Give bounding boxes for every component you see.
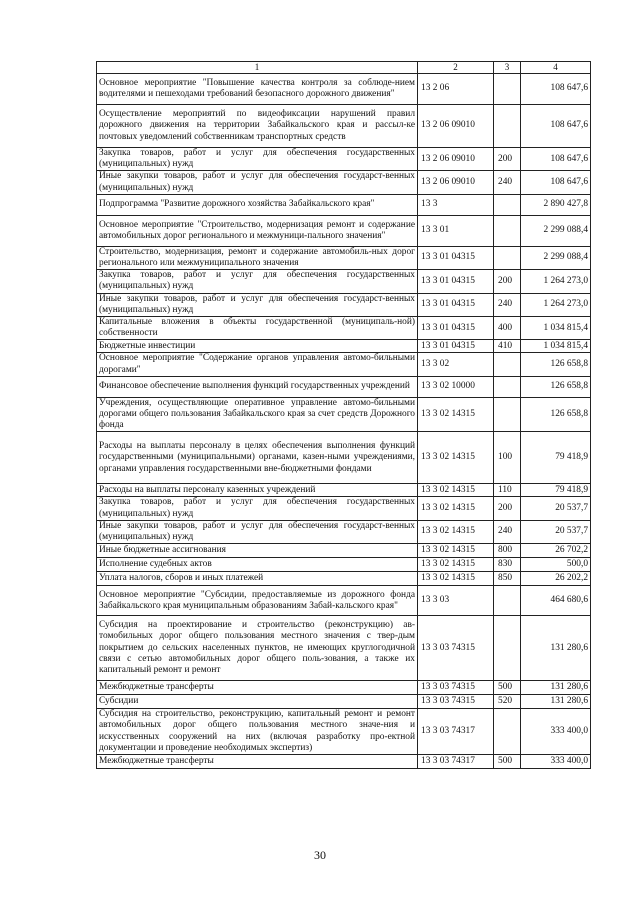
row-expense-type [494,215,521,246]
row-code: 13 3 01 [418,215,494,246]
row-code: 13 2 06 09010 [418,171,494,194]
table-row [97,397,591,432]
row-name: Капитальные вложения в объекты государственной (муниципаль-ной) собственности [97,317,418,340]
row-code: 13 3 01 04315 [418,293,494,316]
row-code: 13 3 02 [418,353,494,376]
row-name: Уплата налогов, сборов и иных платежей [97,572,418,586]
row-expense-type: 520 [494,695,521,709]
row-code: 13 3 03 74317 [418,709,494,755]
table-row [97,616,591,681]
header-col-4: 4 [521,62,591,74]
table-row [97,520,591,543]
row-sum: 108 647,6 [521,148,591,171]
row-name: Межбюджетные трансферты [97,681,418,695]
row-code: 13 3 02 10000 [418,376,494,397]
row-sum: 26 202,2 [521,572,591,586]
table-row [97,194,591,215]
row-name: Основное мероприятие "Строительство, модернизация ремонт и содержание автомобильных дорог регионального и межмуници-пального значения" [97,215,418,246]
row-code: 13 3 01 04315 [418,270,494,293]
row-name: Субсидия на строительство, реконструкцию, капитальный ремонт и ремонт автомобильных дорог общего пользования местного значе-ния и искусственных сооружений на них (включая разработку про-ектной документации и проведение необходимых экспертиз) [97,709,418,755]
header-col-1: 1 [97,62,418,74]
row-name: Закупка товаров, работ и услуг для обеспечения государственных (муниципальных) нужд [97,148,418,171]
header-col-2: 2 [418,62,494,74]
table-row [97,497,591,520]
row-expense-type: 240 [494,520,521,543]
row-expense-type: 240 [494,171,521,194]
row-sum: 333 400,0 [521,755,591,769]
row-sum: 1 264 273,0 [521,293,591,316]
row-expense-type: 110 [494,484,521,497]
row-code: 13 3 02 14315 [418,484,494,497]
row-code: 13 3 03 74315 [418,681,494,695]
row-sum: 108 647,6 [521,171,591,194]
table-row [97,586,591,616]
row-expense-type: 200 [494,270,521,293]
table-row [97,317,591,340]
table-row [97,105,591,148]
row-name: Основное мероприятие "Содержание органов управления автомо-бильными дорогами" [97,353,418,376]
row-code: 13 3 01 04315 [418,340,494,353]
row-name: Субсидия на проектирование и строительство (реконструкцию) ав-томобильных дорог общего пользования местного значения с твер-дым покрытием до сельских населенных пунктов, не имеющих круглогодичной связи с сетью автомобильных дорог общего поль-зования, а также их капитальный ремонт и ремонт [97,616,418,681]
header-col-3: 3 [494,62,521,74]
table-row [97,572,591,586]
row-name: Иные закупки товаров, работ и услуг для обеспечения государст-венных (муниципальных) нужд [97,171,418,194]
table-row [97,293,591,316]
row-name: Иные закупки товаров, работ и услуг для обеспечения государст-венных (муниципальных) нужд [97,520,418,543]
row-name: Строительство, модернизация, ремонт и содержание автомобиль-ных дорог регионального или межмуниципального значения [97,246,418,269]
page-number: 30 [314,848,326,862]
row-expense-type: 200 [494,497,521,520]
row-expense-type [494,74,521,105]
row-name: Учреждения, осуществляющие оперативное управление автомо-бильными дорогами общего пользования Забайкальского края за счет средств Дорожного фонда [97,397,418,432]
row-code: 13 3 02 14315 [418,572,494,586]
row-expense-type [494,397,521,432]
row-name: Осуществление мероприятий по видеофиксации нарушений правил дорожного движения на территории Забайкальского края и рассыл-ке почтовых уведомлений собственникам транспортных средств [97,105,418,148]
table-row [97,246,591,269]
table-row [97,558,591,572]
row-sum: 2 299 088,4 [521,215,591,246]
row-code: 13 3 03 [418,586,494,616]
row-sum: 108 647,6 [521,74,591,105]
row-expense-type: 500 [494,681,521,695]
row-sum: 126 658,8 [521,353,591,376]
row-sum: 131 280,6 [521,681,591,695]
table-row [97,544,591,558]
table-row [97,353,591,376]
table-row [97,709,591,755]
row-code: 13 2 06 09010 [418,148,494,171]
row-name: Расходы на выплаты персоналу в целях обеспечения выполнения функций государственными (муниципальными) органами, казен-ными учреждениями, органами управления государственными вне-бюджетными фондами [97,432,418,484]
row-sum: 1 264 273,0 [521,270,591,293]
row-expense-type [494,194,521,215]
budget-table [96,61,591,769]
row-name: Закупка товаров, работ и услуг для обеспечения государственных (муниципальных) нужд [97,270,418,293]
row-name: Финансовое обеспечение выполнения функций государственных учреждений [97,376,418,397]
row-expense-type: 830 [494,558,521,572]
row-code: 13 3 03 74315 [418,695,494,709]
row-expense-type [494,353,521,376]
row-code: 13 3 [418,194,494,215]
table-header-row [97,62,591,74]
row-sum: 2 890 427,8 [521,194,591,215]
table-row [97,755,591,769]
row-name: Исполнение судебных актов [97,558,418,572]
row-sum: 1 034 815,4 [521,317,591,340]
row-code: 13 3 02 14315 [418,397,494,432]
row-expense-type [494,616,521,681]
row-name: Подпрограмма "Развитие дорожного хозяйства Забайкальского края" [97,194,418,215]
row-name: Субсидии [97,695,418,709]
table-row [97,484,591,497]
row-sum: 126 658,8 [521,376,591,397]
row-sum: 26 702,2 [521,544,591,558]
row-sum: 1 034 815,4 [521,340,591,353]
row-expense-type: 850 [494,572,521,586]
table-row [97,340,591,353]
row-code: 13 2 06 09010 [418,105,494,148]
row-name: Основное мероприятие "Субсидии, предоставляемые из дорожного фонда Забайкальского края муниципальным образованиям Забай-кальского края" [97,586,418,616]
row-expense-type [494,376,521,397]
row-sum: 20 537,7 [521,497,591,520]
row-code: 13 3 03 74317 [418,755,494,769]
row-expense-type [494,246,521,269]
row-code: 13 3 01 04315 [418,246,494,269]
row-code: 13 2 06 [418,74,494,105]
row-sum: 333 400,0 [521,709,591,755]
row-sum: 20 537,7 [521,520,591,543]
row-sum: 2 299 088,4 [521,246,591,269]
row-code: 13 3 02 14315 [418,432,494,484]
row-sum: 500,0 [521,558,591,572]
row-sum: 79 418,9 [521,432,591,484]
row-code: 13 3 03 74315 [418,616,494,681]
table-row [97,681,591,695]
row-code: 13 3 02 14315 [418,544,494,558]
row-code: 13 3 01 04315 [418,317,494,340]
row-expense-type: 800 [494,544,521,558]
row-name: Иные закупки товаров, работ и услуг для обеспечения государст-венных (муниципальных) нужд [97,293,418,316]
row-code: 13 3 02 14315 [418,558,494,572]
table-row [97,74,591,105]
table-row [97,270,591,293]
row-expense-type: 410 [494,340,521,353]
row-sum: 464 680,6 [521,586,591,616]
table-row [97,215,591,246]
row-expense-type: 500 [494,755,521,769]
row-code: 13 3 02 14315 [418,497,494,520]
table-row [97,376,591,397]
row-name: Иные бюджетные ассигнования [97,544,418,558]
table-row [97,171,591,194]
row-expense-type [494,709,521,755]
row-name: Основное мероприятие "Повышение качества контроля за соблюде-нием водителями и пешеходами требований безопасного дорожного движения" [97,74,418,105]
table-row [97,695,591,709]
row-expense-type [494,586,521,616]
table-row [97,432,591,484]
row-sum: 108 647,6 [521,105,591,148]
row-sum: 79 418,9 [521,484,591,497]
row-name: Бюджетные инвестиции [97,340,418,353]
row-code: 13 3 02 14315 [418,520,494,543]
row-expense-type: 400 [494,317,521,340]
row-sum: 131 280,6 [521,616,591,681]
row-expense-type: 240 [494,293,521,316]
row-name: Закупка товаров, работ и услуг для обеспечения государственных (муниципальных) нужд [97,497,418,520]
table-row [97,148,591,171]
row-expense-type [494,105,521,148]
row-name: Расходы на выплаты персоналу казенных учреждений [97,484,418,497]
row-expense-type: 100 [494,432,521,484]
row-sum: 131 280,6 [521,695,591,709]
row-expense-type: 200 [494,148,521,171]
row-name: Межбюджетные трансферты [97,755,418,769]
row-sum: 126 658,8 [521,397,591,432]
budget-table-sheet [96,61,590,769]
